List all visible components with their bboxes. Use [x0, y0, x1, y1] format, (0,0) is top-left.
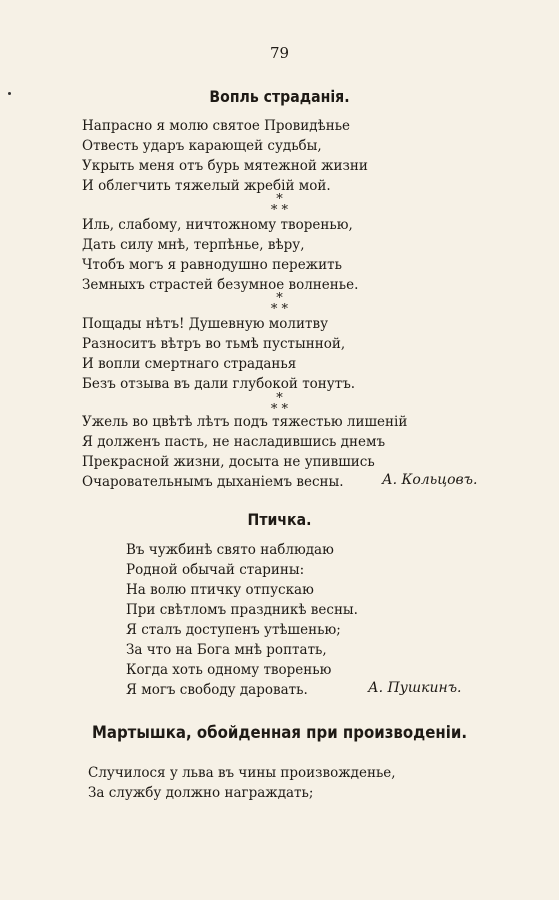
- stanza: [82, 116, 368, 196]
- verse-line: Чтобъ могъ я равнодушно пережить: [82, 257, 342, 273]
- verse-line: Иль, слабому, ничтожному творенью,: [82, 217, 353, 233]
- verse-line: Я сталъ доступенъ утѣшенью;: [126, 622, 341, 638]
- poem-title: Вопль страданія.: [209, 87, 350, 106]
- verse-line: Отвесть ударъ карающей судьбы,: [82, 138, 322, 154]
- verse-line: Когда хоть одному творенью: [126, 662, 332, 678]
- page-number: 79: [269, 44, 290, 62]
- stanza: [82, 412, 407, 492]
- stanza-separator: * * *: [270, 192, 289, 218]
- verse-line: Случилося у льва въ чины произвожденье,: [88, 765, 396, 781]
- verse-line: И вопли смертнаго страданья: [82, 356, 297, 372]
- verse-line: За службу должно награждать;: [88, 785, 314, 801]
- ink-speck: [8, 92, 11, 95]
- verse-line: Разноситъ вѣтръ во тьмѣ пустынной,: [82, 336, 346, 352]
- verse-line: Прекрасной жизни, досыта не упившись: [82, 454, 375, 470]
- verse-line: Ужель во цвѣтѣ лѣтъ подъ тяжестью лишеній: [82, 414, 408, 430]
- verse-line: На волю птичку отпускаю: [126, 582, 314, 598]
- verse-line: И облегчить тяжелый жребій мой.: [82, 178, 331, 194]
- stanza: [82, 314, 355, 394]
- verse-line: Я могъ свободу даровать.: [126, 682, 308, 698]
- poem-author: А. Кольцовъ.: [382, 472, 478, 488]
- verse-line: Безъ отзыва въ дали глубокой тонутъ.: [82, 376, 356, 392]
- verse-line: Укрыть меня отъ бурь мятежной жизни: [82, 158, 368, 174]
- stanza: [88, 763, 396, 803]
- poem-author: А. Пушкинъ.: [368, 680, 462, 696]
- stanza: [126, 540, 358, 700]
- verse-line: При свѣтломъ праздникѣ весны.: [126, 602, 358, 618]
- poem-title: Птичка.: [247, 510, 312, 529]
- verse-line: Я долженъ пасть, не насладившись днемъ: [82, 434, 386, 450]
- verse-line: Родной обычай старины:: [126, 562, 305, 578]
- verse-line: Земныхъ страстей безумное волненье.: [82, 277, 359, 293]
- verse-line: Дать силу мнѣ, терпѣнье, вѣру,: [82, 237, 305, 253]
- verse-line: Напрасно я молю святое Провидѣнье: [82, 118, 351, 134]
- verse-line: Пощады нѣтъ! Душевную молитву: [82, 316, 329, 332]
- verse-line: Въ чужбинѣ свято наблюдаю: [126, 542, 334, 558]
- stanza-separator: * * *: [270, 291, 289, 317]
- verse-line: За что на Бога мнѣ роптать,: [126, 642, 327, 658]
- verse-line: Очаровательнымъ дыханіемъ весны.: [82, 474, 344, 490]
- poem-title: Мартышка, обойденная при производеніи.: [91, 723, 468, 743]
- stanza-separator: * * *: [270, 391, 289, 417]
- stanza: [82, 215, 358, 295]
